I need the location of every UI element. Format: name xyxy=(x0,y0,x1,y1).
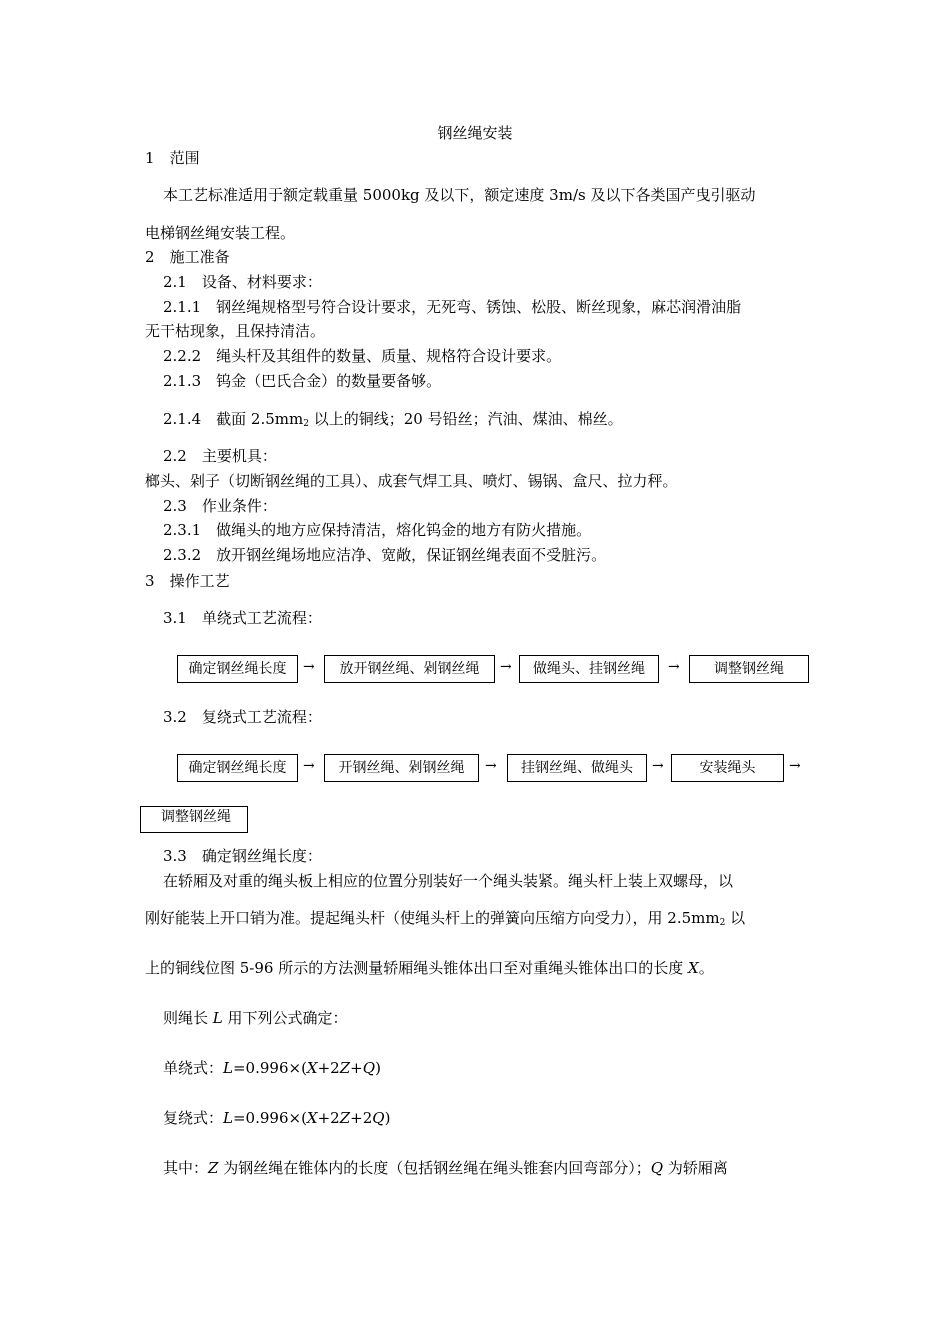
flow-step: 挂钢丝绳、做绳头 xyxy=(507,754,647,782)
flow-step: 放开钢丝绳、剁钢丝绳 xyxy=(324,655,495,683)
arrow-icon: → xyxy=(485,758,497,774)
paragraph: 2.1.3 钨金（巴氏合金）的数量要备够。 xyxy=(163,372,442,390)
flow-step: 做绳头、挂钢丝绳 xyxy=(519,655,659,683)
flow-step: 确定钢丝绳长度 xyxy=(177,754,298,782)
section-2-heading xyxy=(145,247,230,267)
section-title: 施工准备 xyxy=(169,248,230,266)
flow-step: 安装绳头 xyxy=(671,754,784,782)
arrow-icon: → xyxy=(668,659,680,675)
page-title: 钢丝绳安装 xyxy=(437,124,513,142)
paragraph: 则绳长 L 用下列公式确定： xyxy=(163,1009,348,1027)
section-title: 操作工艺 xyxy=(169,572,230,590)
arrow-icon: → xyxy=(500,659,512,675)
paragraph: 2.3.2 放开钢丝绳场地应洁净、宽敞，保证钢丝绳表面不受脏污。 xyxy=(163,546,607,564)
flow-step: 开钢丝绳、剁钢丝绳 xyxy=(324,754,479,782)
section-number: 2 xyxy=(145,248,155,266)
paragraph: 上的铜线位图 5-96 所示的方法测量轿厢绳头锥体出口至对重绳头锥体出口的长度 X。 xyxy=(145,959,714,977)
flow-step: 调整钢丝绳 xyxy=(140,806,248,833)
subsection-heading: 2.3 作业条件： xyxy=(163,497,277,515)
paragraph: 本工艺标准适用于额定载重量 5000kg 及以下，额定速度 3m/s 及以下各类国产曳引驱动 xyxy=(163,186,756,204)
flow-step: 调整钢丝绳 xyxy=(689,655,809,683)
flow-step: 确定钢丝绳长度 xyxy=(177,655,298,683)
paragraph: 2.3.1 做绳头的地方应保持清洁，熔化钨金的地方有防火措施。 xyxy=(163,521,592,539)
paragraph: 在轿厢及对重的绳头板上相应的位置分别装好一个绳头装紧。绳头杆上装上双螺母，以 xyxy=(163,872,734,890)
section-number: 3 xyxy=(145,572,155,590)
section-3-heading xyxy=(145,571,230,591)
subsection-heading: 3.3 确定钢丝绳长度： xyxy=(163,847,322,865)
formula-single: 单绕式：L=0.996×(X+2Z+Q) xyxy=(163,1059,381,1077)
paragraph: 其中：Z 为钢丝绳在锥体内的长度（包括钢丝绳在绳头锥套内回弯部分）；Q 为轿厢离 xyxy=(163,1159,728,1177)
paragraph: 电梯钢丝绳安装工程。 xyxy=(145,224,296,242)
arrow-icon: → xyxy=(303,659,315,675)
arrow-icon: → xyxy=(652,758,664,774)
subsection-heading: 3.2 复绕式工艺流程： xyxy=(163,708,322,726)
paragraph: 2.2.2 绳头杆及其组件的数量、质量、规格符合设计要求。 xyxy=(163,347,562,365)
paragraph: 2.1.4 截面 $2.5mm_2$ 以上的铜线；20 号铅丝；汽油、煤油、棉丝。 xyxy=(163,410,623,429)
paragraph: 刚好能装上开口销为准。提起绳头杆（使绳头杆上的弹簧向压缩方向受力），用 $2.5mm_2$ 以 xyxy=(145,909,746,928)
section-number: 1 xyxy=(145,149,155,167)
section-title: 范围 xyxy=(169,149,200,167)
arrow-icon: → xyxy=(303,758,315,774)
paragraph: 2.1.1 钢丝绳规格型号符合设计要求，无死弯、锈蚀、松股、断丝现象，麻芯润滑油脂 xyxy=(163,298,742,316)
formula-double: 复绕式：L=0.996×(X+2Z+2Q) xyxy=(163,1109,391,1127)
arrow-icon: → xyxy=(789,758,801,774)
subsection-heading: 3.1 单绕式工艺流程： xyxy=(163,609,322,627)
section-1-heading xyxy=(145,148,200,168)
paragraph: 无干枯现象，且保持清洁。 xyxy=(145,322,326,340)
subsection-heading: 2.2 主要机具： xyxy=(163,447,277,465)
subsection-heading: 2.1 设备、材料要求： xyxy=(163,273,322,291)
paragraph: 榔头、剁子（切断钢丝绳的工具）、成套气焊工具、喷灯、锡锅、盒尺、拉力秤。 xyxy=(145,472,678,490)
